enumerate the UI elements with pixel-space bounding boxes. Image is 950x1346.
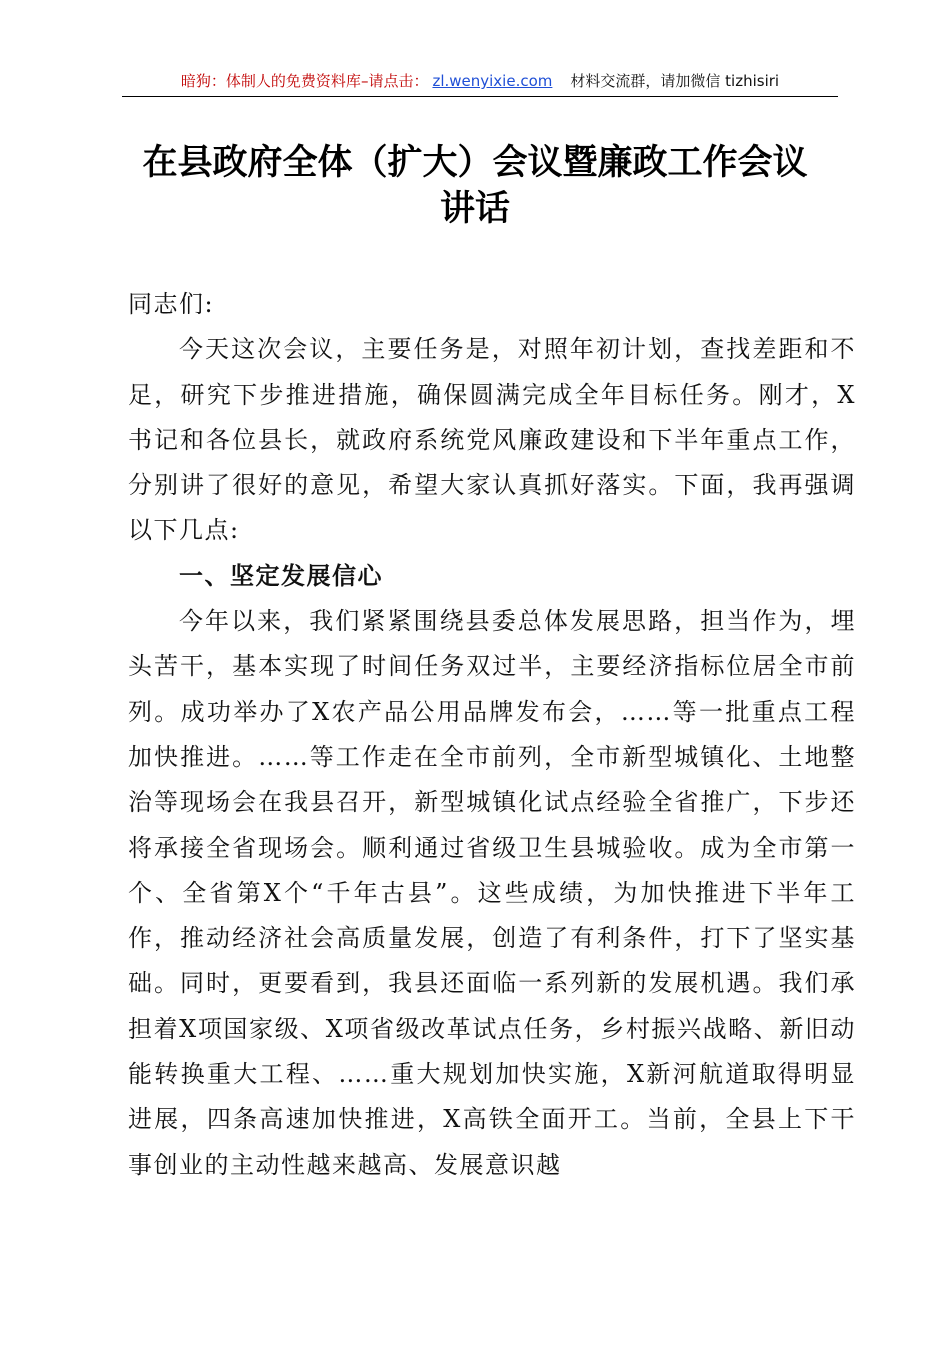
paragraph-intro: 今天这次会议，主要任务是，对照年初计划，查找差距和不足，研究下步推进措施，确保圆满完成全年目标任务。刚才，X书记和各位县长，就政府系统党风廉政建设和下半年重点工作，分别讲了很好的意见，希望大家认真抓好落实。下面，我再强调以下几点: xyxy=(128,335,856,545)
salutation: 同志们: xyxy=(128,290,215,318)
header-site-name: 暗狗：体制人的免费资料库 xyxy=(180,72,361,90)
paragraph-section-1: 今年以来，我们紧紧围绕县委总体发展思路，担当作为，埋头苦干，基本实现了时间任务双过半，主要经济指标位居全市前列。成功举办了X农产品公用品牌发布会，……等一批重点工程加快推进。……等工作走在全市前列，全市新型城镇化、土地整治等现场会在我县召开，新型城镇化试点经验全省推广，下步还将承接全省现场会。顺利通过省级卫生县城验收。成为全市第一个、全省第X个“千年古县”。这些成绩，为加快推进下半年工作，推动经济社会高质量发展，创造了有利条件，打下了坚实基础。同时，更要看到，我县还面临一系列新的发展机遇。我们承担着X项国家级、X项省级改革试点任务，乡村振兴战略、新旧动能转换重大工程、……重大规划加快实施，X新河航道取得明显进展，四条高速加快推进，X高铁全面开工。当前，全县上下干事创业的主动性越来越高、发展意识越 xyxy=(128,607,856,1179)
header-click-prompt: –请点击： xyxy=(360,72,429,90)
title-line-2: 讲话 xyxy=(439,189,510,229)
header-link[interactable]: zl.wenyixie.com xyxy=(432,72,553,90)
title-line-1: 在县政府全体（扩大）会议暨廉政工作会议 xyxy=(142,143,808,183)
document-title xyxy=(100,140,850,232)
document-body xyxy=(128,282,856,1188)
section-heading-1: 一、坚定发展信心 xyxy=(179,561,383,590)
page-header xyxy=(122,70,838,97)
header-group-note: 材料交流群，请加微信 tizhisiri xyxy=(570,72,780,90)
